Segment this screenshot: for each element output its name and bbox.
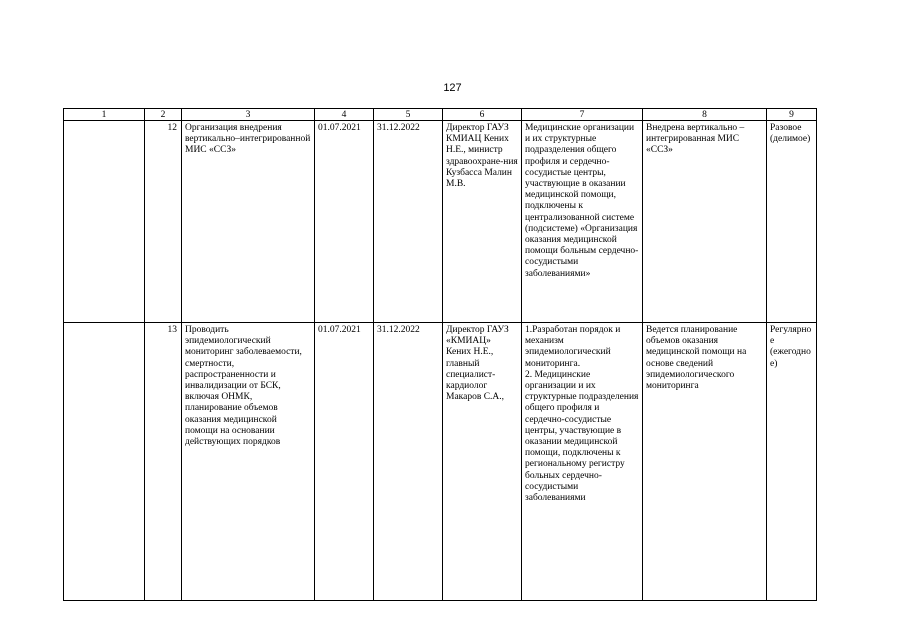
cell-responsible: Директор ГАУЗ «КМИАЦ» Кених Н.Е., главный специалист-кардиолог Макаров С.А.,	[443, 323, 522, 601]
table-row	[64, 323, 817, 601]
column-header-8: 8	[643, 109, 767, 121]
column-header-7: 7	[522, 109, 643, 121]
cell-characteristic: Ведется планирование объемов оказания медицинской помощи на основе сведений эпидемиологического мониторинга	[643, 323, 767, 601]
cell-result: Медицинские организации и их структурные подразделения общего профиля и сердечно-сосудистые центры, участвующие в оказании медицинской помощи, подключены к централизованной системе (подсистеме) «Организация оказания медицинской помощи больным сердечно-сосудистыми заболеваниями»	[522, 121, 643, 323]
cell-start-date: 01.07.2021	[315, 323, 374, 601]
cell-activity: Проводить эпидемиологический мониторинг заболеваемости, смертности, распространенности и инвалидизации от БСК, включая ОНМК, планирование объемов оказания медицинской помощи на основании действующих порядков	[182, 323, 315, 601]
column-header-6: 6	[443, 109, 522, 121]
plan-table	[63, 108, 817, 601]
cell-start-date: 01.07.2021	[315, 121, 374, 323]
column-header-2: 2	[145, 109, 182, 121]
cell-type: Разовое (делимое)	[767, 121, 817, 323]
cell-end-date: 31.12.2022	[374, 323, 443, 601]
cell-characteristic: Внедрена вертикально – интегрированная МИС «ССЗ»	[643, 121, 767, 323]
cell-activity: Организация внедрения вертикально–интегрированной МИС «ССЗ»	[182, 121, 315, 323]
column-header-3: 3	[182, 109, 315, 121]
table-header-row	[64, 109, 817, 121]
cell-item-number: 13	[145, 323, 182, 601]
cell-type: Регулярное (ежегодное)	[767, 323, 817, 601]
cell-item-number: 12	[145, 121, 182, 323]
column-header-9: 9	[767, 109, 817, 121]
cell-col1	[64, 323, 145, 601]
column-header-5: 5	[374, 109, 443, 121]
cell-col1	[64, 121, 145, 323]
cell-end-date: 31.12.2022	[374, 121, 443, 323]
column-header-4: 4	[315, 109, 374, 121]
page-number: 127	[443, 82, 462, 94]
column-header-1: 1	[64, 109, 145, 121]
cell-responsible: Директор ГАУЗ КМИАЦ Кених Н.Е., министр здравоохране-ния Кузбасса Малин М.В.	[443, 121, 522, 323]
cell-result: 1.Разработан порядок и механизм эпидемиологический мониторинга. 2. Медицинские организации и их структурные подразделения общего профиля и сердечно-сосудистые центры, участвующие в оказании медицинской помощи, подключены к региональному регистру больных сердечно-сосудистыми заболеваниями	[522, 323, 643, 601]
table-row	[64, 121, 817, 323]
